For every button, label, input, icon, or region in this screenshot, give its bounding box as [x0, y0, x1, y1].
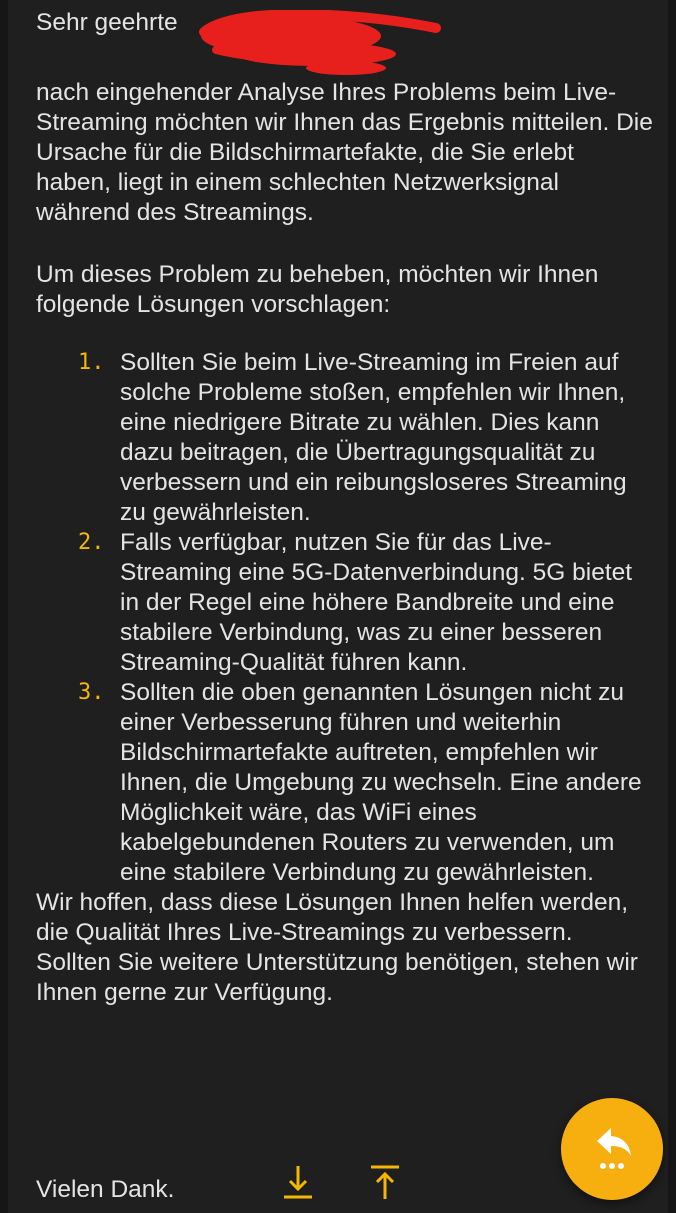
list-item	[78, 528, 654, 678]
sign-off: Vielen Dank.	[36, 1176, 175, 1203]
list-item-text: Falls verfügbar, nutzen Sie für das Live-Streaming eine 5G-Datenverbindung. 5G bietet in der Regel eine höhere Bandbreite und eine stabilere Verbindung, was zu einer besseren Streaming-Qualität führen kann.	[120, 529, 633, 676]
message-body	[36, 8, 654, 1008]
list-number: 2.	[78, 530, 105, 555]
right-edge	[668, 0, 676, 1213]
left-edge	[0, 0, 8, 1213]
closing-paragraph: Wir hoffen, dass diese Lösungen Ihnen helfen werden, die Qualität Ihres Live-Streamings zu verbessern. Sollten Sie weitere Unterstützung benötigen, stehen wir Ihnen gerne zur Verfügung.	[36, 889, 638, 1006]
lead-in-paragraph: Um dieses Problem zu beheben, möchten wir Ihnen folgende Lösungen vorschlagen:	[36, 261, 599, 318]
reply-icon	[561, 1098, 663, 1200]
list-item-text: Sollten Sie beim Live-Streaming im Freien auf solche Probleme stoßen, empfehlen wir Ihnen, eine niedrigere Bitrate zu wählen. Dies kann dazu beitragen, die Übertragungsqualität zu verbessern und ein reibungsloseres Streaming zu gewährleisten.	[120, 349, 627, 526]
solutions-list	[36, 348, 654, 888]
arrow-to-bottom-icon[interactable]	[281, 1163, 315, 1203]
redaction-mark	[196, 10, 446, 80]
greeting-line	[36, 8, 654, 46]
list-item-text: Sollten die oben genannten Lösungen nicht zu einer Verbesserung führen und weiterhin Bildschirmartefakte auftreten, empfehlen wir Ihnen, die Umgebung zu wechseln. Eine andere Möglichkeit wäre, das WiFi eines kabelgebundenen Routers zu verwenden, um eine stabilere Verbindung zu gewährleisten.	[120, 679, 642, 886]
greeting-text: Sehr geehrte	[36, 9, 178, 36]
arrow-to-top-icon[interactable]	[368, 1163, 402, 1203]
list-item	[78, 348, 654, 528]
list-number: 1.	[78, 350, 105, 375]
list-item	[78, 678, 654, 888]
reply-button[interactable]	[561, 1098, 663, 1200]
list-number: 3.	[78, 680, 105, 705]
intro-paragraph: nach eingehender Analyse Ihres Problems beim Live-Streaming möchten wir Ihnen das Ergebnis mitteilen. Die Ursache für die Bildschirmartefakte, die Sie erlebt haben, liegt in einem schlechten Netzwerksignal während des Streamings.	[36, 79, 653, 226]
